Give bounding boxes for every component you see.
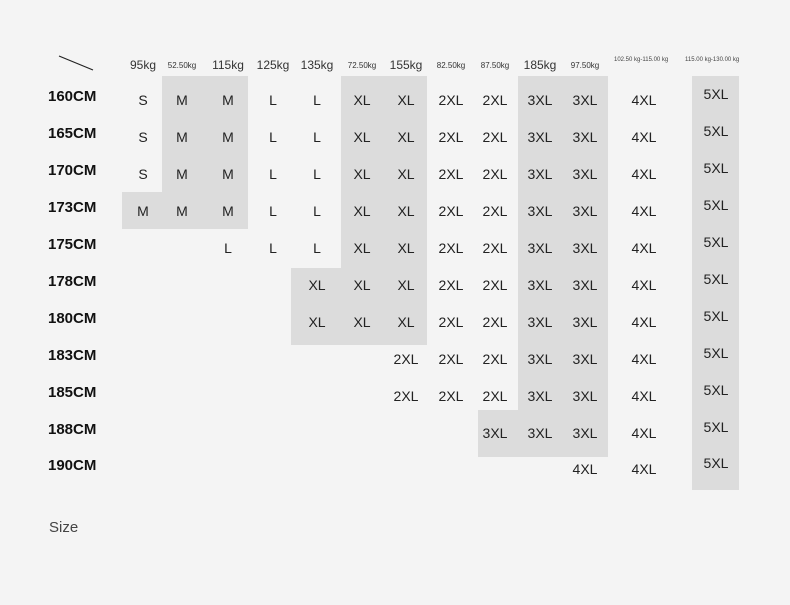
size-cell: 3XL <box>527 277 553 293</box>
size-cell: 3XL <box>527 166 553 182</box>
column-header: 135kg <box>300 58 334 72</box>
size-cell: XL <box>353 166 371 182</box>
size-cell: 5XL <box>703 123 729 139</box>
column-header: 97.50kg <box>570 61 600 70</box>
size-cell: 4XL <box>631 461 657 477</box>
size-cell: 4XL <box>572 461 598 477</box>
size-cell: M <box>176 166 188 182</box>
size-cell: 3XL <box>527 425 553 441</box>
size-cell: 4XL <box>631 166 657 182</box>
size-cell: XL <box>353 203 371 219</box>
size-cell: L <box>313 129 321 145</box>
size-label: Size <box>49 519 79 536</box>
size-cell: XL <box>397 92 415 108</box>
size-cell: 2XL <box>438 314 464 330</box>
row-height-label: 178CM <box>48 273 97 290</box>
size-cell: 2XL <box>482 388 508 404</box>
size-cell: 3XL <box>572 129 598 145</box>
size-cell: XL <box>353 92 371 108</box>
size-cell: 5XL <box>703 419 729 435</box>
size-cell: 3XL <box>572 314 598 330</box>
size-cell: L <box>269 129 277 145</box>
size-cell: 2XL <box>438 351 464 367</box>
size-cell: L <box>269 240 277 256</box>
row-height-label: 160CM <box>48 88 97 105</box>
size-cell: 3XL <box>527 92 553 108</box>
size-cell: 3XL <box>572 388 598 404</box>
size-cell: 3XL <box>527 314 553 330</box>
row-height-label: 188CM <box>48 421 97 438</box>
size-cell: 4XL <box>631 388 657 404</box>
size-cell: 3XL <box>572 240 598 256</box>
size-cell: 5XL <box>703 455 729 471</box>
size-cell: XL <box>353 277 371 293</box>
size-cell: XL <box>353 240 371 256</box>
size-cell: M <box>222 129 234 145</box>
size-cell: 2XL <box>482 351 508 367</box>
size-cell: 2XL <box>438 92 464 108</box>
size-cell: 4XL <box>631 92 657 108</box>
size-cell: 2XL <box>438 240 464 256</box>
size-cell: 5XL <box>703 197 729 213</box>
column-header: 125kg <box>256 58 290 72</box>
column-header: 72.50kg <box>347 61 377 70</box>
row-height-label: 170CM <box>48 162 97 179</box>
size-cell: 5XL <box>703 86 729 102</box>
size-cell: 2XL <box>482 277 508 293</box>
size-cell: S <box>138 166 148 182</box>
column-header: 115kg <box>212 58 244 72</box>
size-cell: 5XL <box>703 234 729 250</box>
size-cell: 4XL <box>631 240 657 256</box>
size-cell: 3XL <box>572 351 598 367</box>
size-cell: L <box>269 92 277 108</box>
size-cell: XL <box>397 277 415 293</box>
size-cell: L <box>313 92 321 108</box>
row-height-label: 180CM <box>48 310 97 327</box>
size-cell: XL <box>397 166 415 182</box>
size-cell: 3XL <box>572 425 598 441</box>
row-height-label: 185CM <box>48 384 97 401</box>
size-cell: 2XL <box>438 129 464 145</box>
column-header: 115.00 kg-130.00 kg <box>685 57 740 63</box>
size-cell: S <box>138 129 148 145</box>
column-header: 155kg <box>389 58 423 72</box>
size-cell: XL <box>397 203 415 219</box>
size-cell: XL <box>353 129 371 145</box>
size-cell: 3XL <box>482 425 508 441</box>
size-cell: M <box>176 92 188 108</box>
size-cell: 3XL <box>527 388 553 404</box>
size-cell: 3XL <box>527 351 553 367</box>
size-cell: 4XL <box>631 277 657 293</box>
size-cell: 3XL <box>572 203 598 219</box>
size-cell: 4XL <box>631 203 657 219</box>
size-cell: S <box>138 92 148 108</box>
row-height-label: 190CM <box>48 457 97 474</box>
size-cell: 2XL <box>482 166 508 182</box>
size-cell: M <box>222 203 234 219</box>
size-cell: M <box>222 92 234 108</box>
size-cell: XL <box>397 240 415 256</box>
size-cell: 2XL <box>438 388 464 404</box>
size-cell: L <box>269 203 277 219</box>
size-cell: 2XL <box>438 203 464 219</box>
size-cell: 2XL <box>482 240 508 256</box>
size-cell: 5XL <box>703 160 729 176</box>
size-cell: XL <box>353 314 371 330</box>
size-cell: 4XL <box>631 314 657 330</box>
row-height-label: 173CM <box>48 199 97 216</box>
size-cell: 2XL <box>393 388 419 404</box>
size-cell: M <box>176 129 188 145</box>
size-cell: 3XL <box>527 203 553 219</box>
size-cell: XL <box>308 277 326 293</box>
size-cell: 3XL <box>527 129 553 145</box>
size-cell: 5XL <box>703 382 729 398</box>
column-header: 95kg <box>129 58 157 72</box>
column-header: 87.50kg <box>480 61 510 70</box>
size-cell: L <box>313 203 321 219</box>
size-cell: 2XL <box>482 129 508 145</box>
size-cell: 2XL <box>482 92 508 108</box>
size-cell: 4XL <box>631 425 657 441</box>
size-cell: 4XL <box>631 129 657 145</box>
size-cell: 2XL <box>393 351 419 367</box>
size-cell: L <box>269 166 277 182</box>
size-cell: 2XL <box>482 203 508 219</box>
size-cell: 5XL <box>703 345 729 361</box>
column-header: 52.50kg <box>167 61 197 70</box>
size-cell: L <box>224 240 232 256</box>
size-cell: XL <box>397 314 415 330</box>
row-height-label: 183CM <box>48 347 97 364</box>
size-cell: M <box>222 166 234 182</box>
size-cell: 2XL <box>438 277 464 293</box>
row-height-label: 165CM <box>48 125 97 142</box>
size-cell: 2XL <box>482 314 508 330</box>
size-cell: 4XL <box>631 351 657 367</box>
size-cell: 3XL <box>572 166 598 182</box>
size-cell: 3XL <box>572 92 598 108</box>
size-cell: L <box>313 240 321 256</box>
size-cell: 3XL <box>527 240 553 256</box>
size-cell: 5XL <box>703 308 729 324</box>
size-cell: XL <box>308 314 326 330</box>
column-header: 82.50kg <box>436 61 466 70</box>
corner-diagonal-line <box>58 55 94 71</box>
column-header: 185kg <box>523 58 557 72</box>
size-cell: XL <box>397 129 415 145</box>
column-header: 102.50 kg-115.00 kg <box>614 57 669 63</box>
size-cell: 2XL <box>438 166 464 182</box>
size-cell: L <box>313 166 321 182</box>
size-cell: 3XL <box>572 277 598 293</box>
size-cell: M <box>176 203 188 219</box>
shade-m-block <box>162 76 248 192</box>
row-height-label: 175CM <box>48 236 97 253</box>
size-cell: 5XL <box>703 271 729 287</box>
size-cell: M <box>137 203 149 219</box>
